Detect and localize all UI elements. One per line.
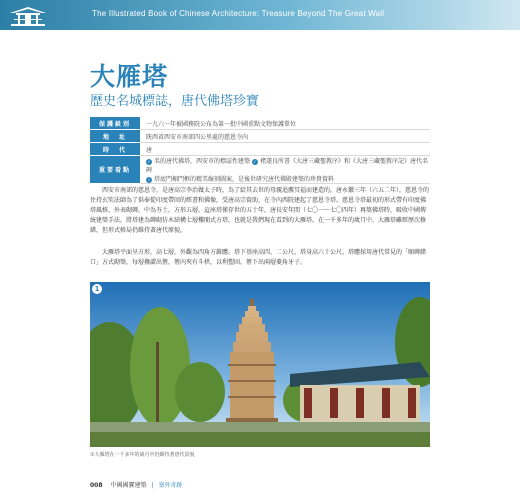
check-icon: ✓ <box>147 176 151 182</box>
highlight-text: 名的唐代佛塔，西安市的標誌性建築 <box>154 158 251 165</box>
info-value <box>140 156 430 184</box>
highlight-text: 塔底門楣門框的精美線刻圖案，是後世研究唐代佛殿建築的珍貴資料 <box>154 176 335 183</box>
body-paragraph: 大雁塔平面呈方形，高七層，外觀為四角方錐體。塔下基座高四、二公尺，塔身高六十公尺。塔體採用唐代常見的「順磚錯口」方式砌築，每層疊澀出簷，簷內夾有斗栱，以利塑固。簷下出兩層菱角牙子， <box>90 249 427 266</box>
pagoda-logo-icon <box>8 2 48 28</box>
page-number: 008 <box>90 482 103 489</box>
info-label: 地 址 <box>90 130 140 143</box>
info-value: 一九六一年被國務院公布為第一批中國重點文物保護單位 <box>140 117 430 130</box>
header-bar <box>0 0 520 30</box>
info-row <box>90 143 430 156</box>
info-row <box>90 130 430 143</box>
body-paragraph: 西安市南郊的慈恩寺，是唐高宗李治做太子時，為了給其去世的母親追薦冥福而建造的。唐永徽三年（六五二年），慈恩寺的住持玄奘法師為了供奉從印度帶回的經書和佛像，受唐高宗資助，在寺內西院建起了慈恩寺塔。慈恩寺塔最初的形式帶有印度佛塔風格，外表砌磚，中為夯土，方形五層。這座塔僅存世的五十年，唐長安年間（七〇一～七〇四年）再築佛塔時，吸收中國傳統建築手法，將塔建為磚砌仿木結構七層樓閣式方塔，也就是我們現在看到的大雁塔。在一千多年的歲月中，大雁塔雖經歷次修繕，但形式格局仍維持著唐代原貌。 <box>90 187 430 234</box>
check-icon: ✓ <box>253 158 257 164</box>
photo-big-wild-goose-pagoda <box>90 282 430 447</box>
info-row <box>90 156 430 184</box>
section-title: 塞外奇跡 <box>158 482 183 489</box>
info-value: 唐 <box>140 143 430 156</box>
info-value: 陝西省西安市南郊四公里處的慈恩寺內 <box>140 130 430 143</box>
book-title: 中國國寶建築 <box>110 482 147 489</box>
photo-caption: ①大雁塔在一千多年的歲月中仍維持著唐代原貌 <box>90 452 195 458</box>
page-title: 大雁塔 <box>90 62 169 91</box>
separator: | <box>151 482 154 489</box>
info-row <box>90 117 430 130</box>
page-subtitle: 歷史名城標誌，唐代佛塔珍寶 <box>90 94 260 109</box>
info-label: 保護級別 <box>90 117 140 130</box>
page-footer <box>90 480 182 489</box>
info-label: 時 代 <box>90 143 140 156</box>
book-english-title: The Illustrated Book of Chinese Architecture: Treasure Beyond The Great Wall <box>92 9 385 18</box>
photo-number-badge: 1 <box>92 284 102 294</box>
check-icon: ✓ <box>147 158 151 164</box>
highlight-text: 褚遂良所書《大唐三藏聖教序》和《大唐三藏聖教序記》唐代名碑 <box>146 158 428 174</box>
info-table <box>90 117 430 184</box>
info-label: 重要看點 <box>90 156 140 184</box>
